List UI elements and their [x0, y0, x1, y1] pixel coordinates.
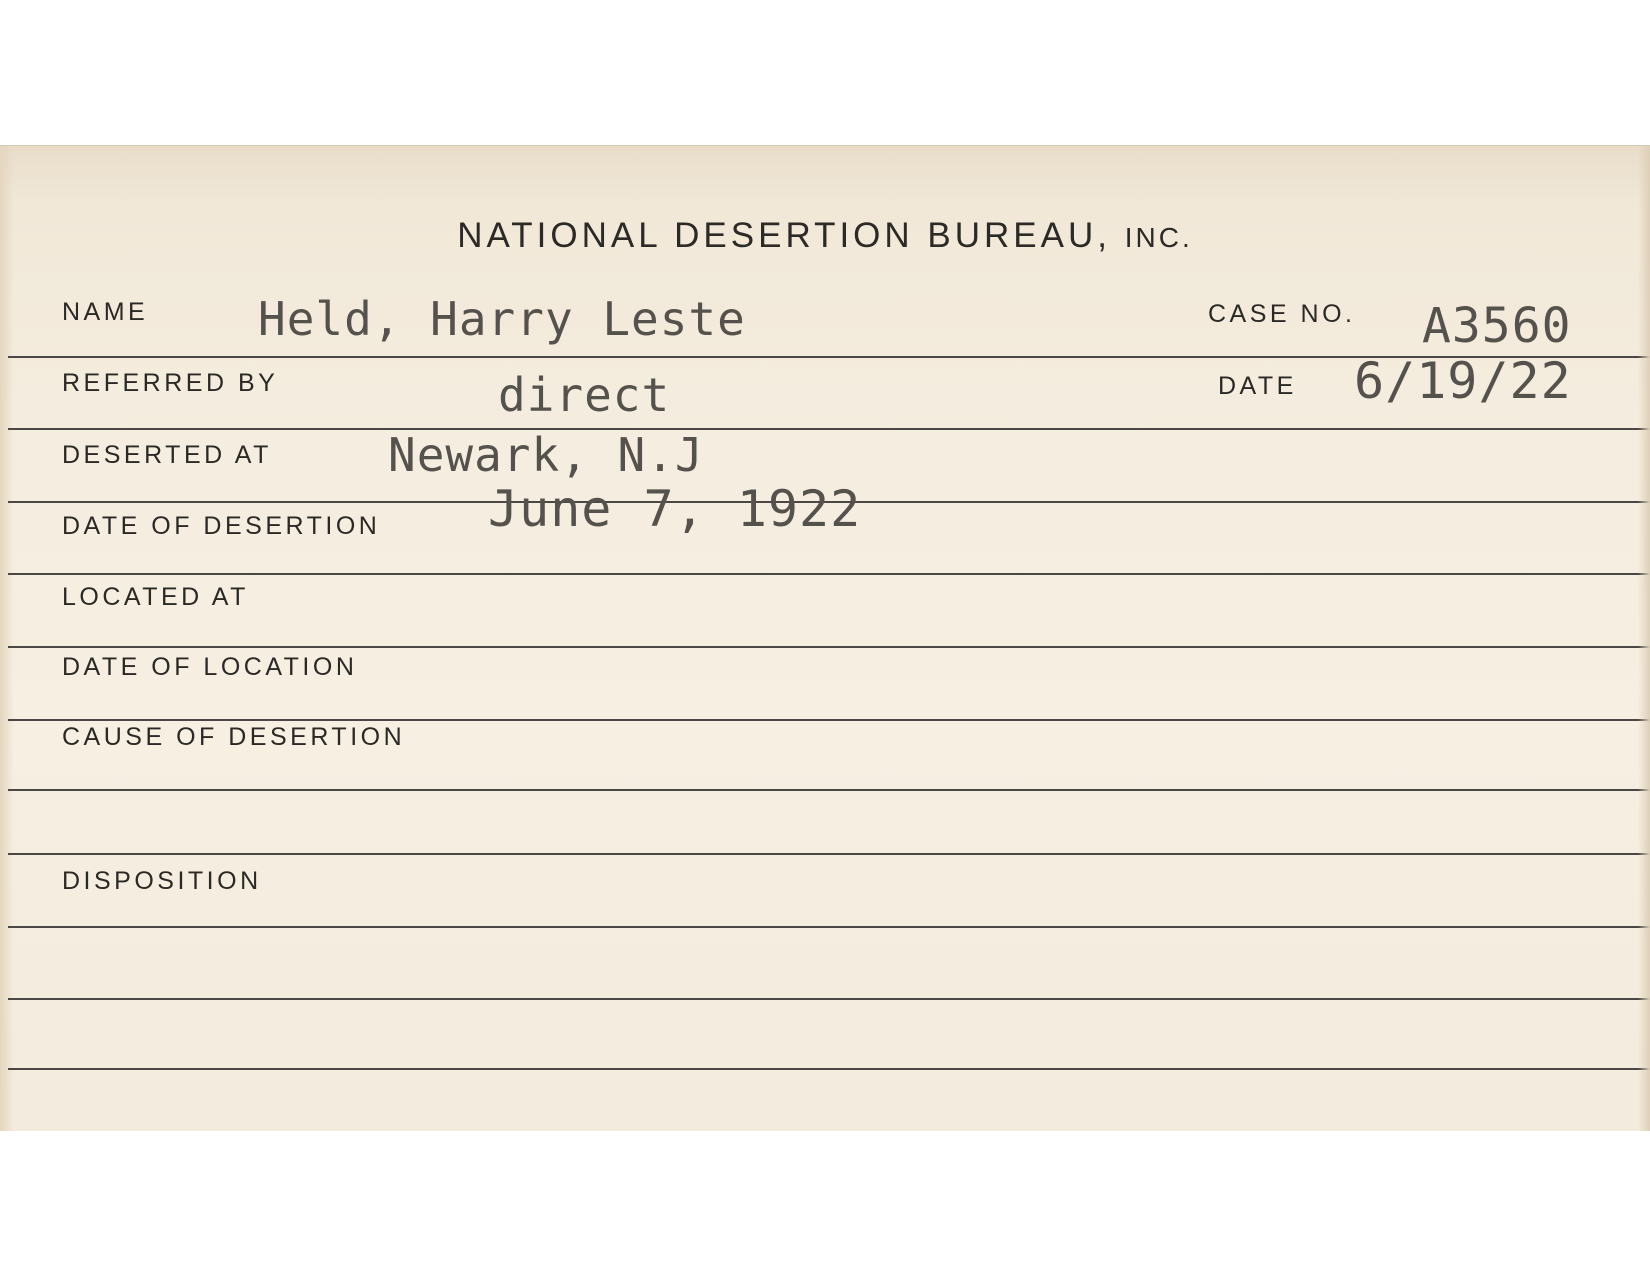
- date-label: DATE: [1218, 372, 1297, 400]
- deserted-at-label: DESERTED AT: [62, 441, 272, 469]
- disposition-rule: [8, 926, 1650, 928]
- referred-by-label: REFERRED BY: [62, 369, 279, 397]
- referred-by-rule: [8, 428, 1650, 430]
- disposition-extra-rule-1: [8, 998, 1650, 1000]
- case-no-value: A3560: [1422, 298, 1572, 354]
- cause-of-desertion-rule: [8, 789, 1650, 791]
- date-of-location-label: DATE OF LOCATION: [62, 653, 358, 681]
- title-suffix: INC.: [1124, 222, 1193, 253]
- referred-by-value: direct: [498, 368, 671, 422]
- name-label: NAME: [62, 298, 149, 326]
- record-card: [0, 145, 1650, 1131]
- date-of-desertion-label: DATE OF DESERTION: [62, 512, 381, 540]
- cause-extra-rule: [8, 853, 1650, 855]
- date-of-location-rule: [8, 719, 1650, 721]
- date-of-desertion-value: June 7, 1922: [488, 480, 862, 538]
- deserted-at-value: Newark, N.J: [388, 428, 704, 482]
- cause-of-desertion-label: CAUSE OF DESERTION: [62, 723, 406, 751]
- name-value: Held, Harry Leste: [258, 292, 746, 346]
- located-at-label: LOCATED AT: [62, 583, 249, 611]
- located-at-rule: [8, 646, 1650, 648]
- date-value: 6/19/22: [1354, 352, 1572, 410]
- title-text: NATIONAL DESERTION BUREAU,: [457, 216, 1111, 255]
- card-title: [0, 216, 1650, 256]
- disposition-extra-rule-2: [8, 1068, 1650, 1070]
- case-no-label: CASE NO.: [1208, 300, 1356, 328]
- disposition-label: DISPOSITION: [62, 867, 262, 895]
- date-of-desertion-rule: [8, 573, 1650, 575]
